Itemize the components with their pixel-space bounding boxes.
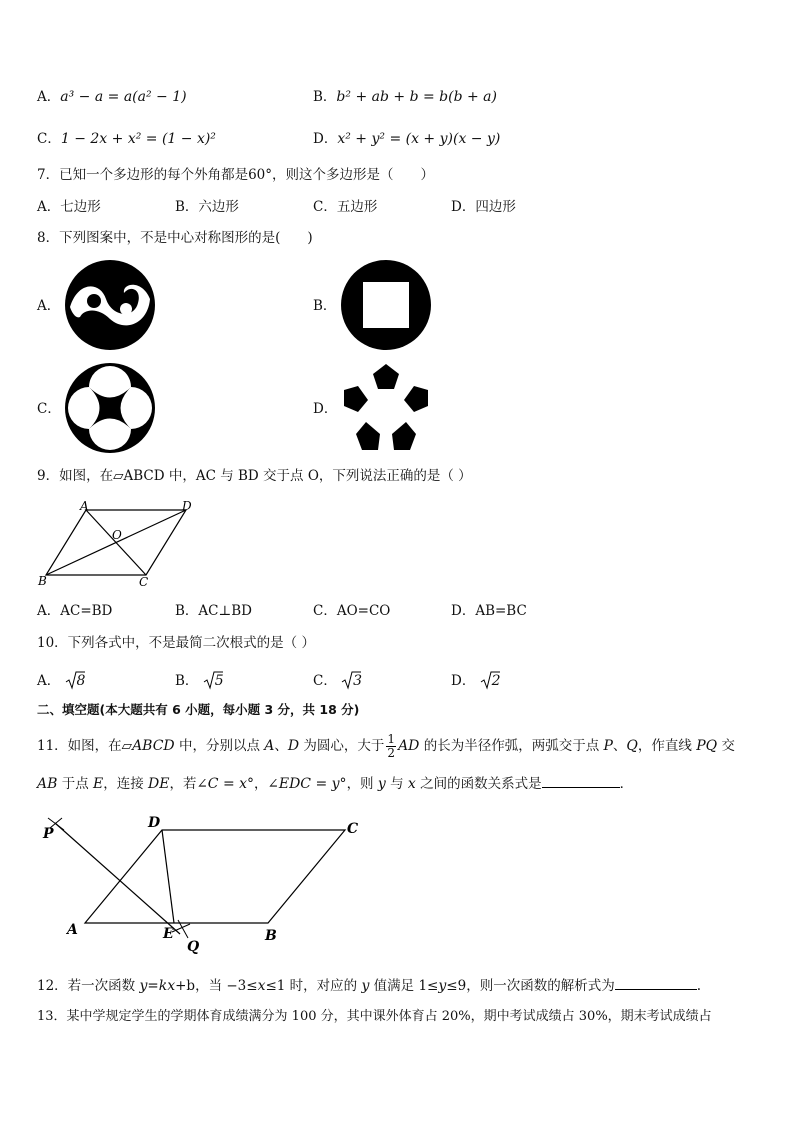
section-2-heading: 二、填空题(本大题共有 6 小题，每小题 3 分，共 18 分): [37, 702, 360, 717]
q8-figure-c-four-petal: [64, 362, 156, 454]
line-pq: [55, 823, 180, 934]
q9-option-a: A．AC=BD: [37, 603, 113, 619]
q6-option-b: B．b² + ab + b = b(b + a): [313, 89, 497, 105]
q6-option-d-expression: x² + y² = (x + y)(x − y): [337, 131, 501, 147]
q8-stem: 8．下列图案中，不是中心对称图形的是( ): [37, 230, 313, 246]
figure-d-pentagon-left: [344, 386, 368, 412]
q11-line-1: 11．如图，在▱ABCD 中，分别以点 A、D 为圆心，大于 $\frac{1}{2}$ AD 的长为半径作弧，两弧交于点 P、Q，作直线 PQ 交: [37, 732, 735, 760]
q7-option-d: D．四边形: [451, 199, 516, 215]
q11-point-e: E: [163, 926, 174, 942]
q6-option-c-expression: 1 − 2x + x² = (1 − x)²: [60, 131, 216, 147]
sqrt-symbol: [65, 670, 85, 690]
q10-option-c: C． 3: [313, 670, 362, 690]
q12-answer-blank[interactable]: [615, 977, 697, 990]
q11-point-c: C: [347, 821, 359, 837]
q11-answer-blank[interactable]: [542, 775, 620, 788]
q8-figure-a-wave-circle: [64, 259, 156, 351]
q11-construction-figure: [40, 808, 370, 958]
q9-point-a: A: [80, 499, 89, 513]
q9-stem: 9．如图，在▱ABCD 中，AC 与 BD 交于点 O，下列说法正确的是（ ）: [37, 468, 472, 484]
q10-option-b: B． 5: [175, 670, 224, 690]
figure-a-inner-dot-left: [87, 294, 101, 308]
parallelogram-abcd: [85, 830, 345, 923]
q6-option-b-expression: b² + ab + b = b(b + a): [336, 89, 497, 105]
segment-de: [162, 830, 174, 923]
q6-option-d: D．x² + y² = (x + y)(x − y): [313, 131, 501, 147]
q10-option-d: D． 2: [451, 670, 501, 690]
q9-point-b: B: [38, 574, 47, 588]
q11-point-b: B: [265, 928, 277, 944]
q9-point-o: O: [112, 528, 122, 542]
q8-label-c: C．: [37, 401, 61, 417]
q9-point-d: D: [182, 499, 192, 513]
figure-d-pentagon-lower-right: [392, 422, 416, 450]
q7-stem: 7．已知一个多边形的每个外角都是60°，则这个多边形是（ ）: [37, 167, 435, 183]
q8-label-d: D．: [313, 401, 338, 417]
q11-point-q: Q: [187, 939, 200, 955]
q6-option-c: C．1 − 2x + x² = (1 − x)²: [37, 131, 216, 147]
q8-figure-d-pentagon-ring: [340, 362, 432, 454]
q7-option-b: B．六边形: [175, 199, 239, 215]
q9-option-d: D．AB=BC: [451, 603, 527, 619]
sqrt-symbol: [203, 670, 223, 690]
q10-stem: 10．下列各式中，不是最简二次根式的是（ ）: [37, 635, 315, 651]
q13-text: 13．某中学规定学生的学期体育成绩满分为 100 分，其中课外体育占 20%，期中考试成绩占 30%，期末考试成绩占: [37, 1009, 712, 1024]
q7-option-a: A．七边形: [37, 199, 101, 215]
q11-point-a: A: [67, 922, 78, 938]
q9-parallelogram-figure: [36, 500, 206, 590]
sqrt-symbol: [341, 670, 361, 690]
q11-line-2: AB 于点 E，连接 DE，若∠C = x°，∠EDC = y°，则 y 与 x 之间的函数关系式是 ．: [37, 776, 634, 792]
q9-option-b: B．AC⊥BD: [175, 603, 252, 619]
q8-label-b: B．: [313, 298, 337, 314]
figure-d-pentagon-lower-left: [356, 422, 380, 450]
diagonal-bd: [46, 510, 186, 575]
q6-option-a: A．a³ − a = a(a² − 1): [37, 89, 187, 105]
fraction-one-half: $\frac{1}{2}$: [387, 732, 396, 760]
figure-a-inner-dot-right: [120, 303, 132, 315]
q8-figure-b-coin-square: [340, 259, 432, 351]
q8-label-a: A．: [37, 298, 61, 314]
q12-text: 12．若一次函数 y=kx+b，当 −3≤x≤1 时，对应的 y 值满足 1≤y≤9，则一次函数的解析式为 .: [37, 978, 701, 994]
q9-option-c: C．AO=CO: [313, 603, 391, 619]
figure-d-pentagon-top: [373, 364, 399, 389]
q10-option-a: A． 8: [37, 670, 85, 690]
sqrt-symbol: [480, 670, 500, 690]
figure-d-pentagon-right: [404, 386, 428, 412]
q6-option-a-expression: a³ − a = a(a² − 1): [60, 89, 187, 105]
q9-point-c: C: [139, 575, 149, 589]
figure-b-square-hole: [363, 282, 409, 328]
q11-point-p: P: [43, 826, 54, 842]
q7-option-c: C．五边形: [313, 199, 378, 215]
q11-point-d: D: [148, 815, 161, 831]
